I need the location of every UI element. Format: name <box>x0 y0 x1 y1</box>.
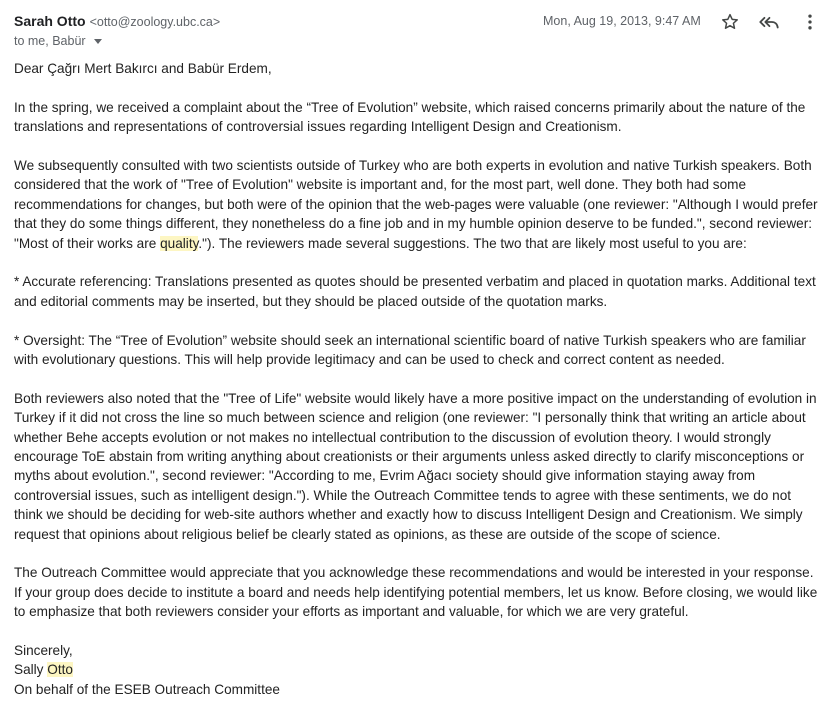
greeting: Dear Çağrı Mert Bakırcı and Babür Erdem, <box>14 61 272 76</box>
paragraph-oversight: * Oversight: The “Tree of Evolution” website should seek an international scientific board of native Turkish speakers who are familiar with evolutionary questions. This will help provide legitimacy and can be used to check and correct content as needed. <box>14 332 806 368</box>
signature <box>14 641 820 699</box>
paragraph-text: ."). The reviewers made several suggestions. The two that are likely most useful to you are: <box>198 235 747 251</box>
paragraph-complaint: In the spring, we received a complaint about the “Tree of Evolution” website, which raised concerns primarily about the nature of the translations and representations of controversial issues regarding Intelligent Design and Creationism. <box>14 99 806 135</box>
star-icon <box>720 12 740 32</box>
paragraph-closing: The Outreach Committee would appreciate that you acknowledge these recommendations and would be interested in your response. If your group does decide to institute a board and needs help identifying potential members, let us know. Before closing, we would like to emphasize that both reviewers consider your efforts as important and valuable, for which we are very grateful. <box>14 565 818 620</box>
star-button[interactable] <box>718 10 742 34</box>
highlighted-word: quality <box>160 235 199 251</box>
signature-org: On behalf of the ESEB Outreach Committee <box>14 681 280 697</box>
recipients-text: to me, Babür <box>14 34 86 48</box>
email-date: Mon, Aug 19, 2013, 9:47 AM <box>543 14 701 28</box>
email-body <box>14 59 820 699</box>
recipients-dropdown[interactable] <box>14 34 102 48</box>
paragraph-consultation <box>14 156 820 253</box>
paragraph-text: We subsequently consulted with two scientists outside of Turkey who are both experts in evolution and native Turkish speakers. Both considered that the work of "Tree of Evolution" website is important and, for the most part, well done. They both had some recommendations for changes, but both were of the opinion that the web-pages were valuable (one reviewer: "Although I would prefer that they do some things different, they nonetheless do a fine job and in my humble opinion deserve to be funded.", second reviewer: "Most of their works are <box>14 158 818 251</box>
paragraph-referencing: * Accurate referencing: Translations presented as quotes should be presented verbatim and placed in quotation marks. Additional text and editorial comments may be inserted, but they should be placed outside of the quotation marks. <box>14 274 816 309</box>
chevron-down-icon[interactable] <box>94 39 102 44</box>
sender-name[interactable]: Sarah Otto <box>14 13 86 29</box>
more-vert-icon <box>800 12 820 32</box>
signature-first: Sally <box>14 662 48 678</box>
highlighted-word: Otto <box>47 662 73 678</box>
reply-all-icon <box>758 11 780 33</box>
signature-name <box>14 660 820 679</box>
paragraph-reviewers: Both reviewers also noted that the "Tree of Life" website would likely have a more positive impact on the understanding of evolution in Turkey if it did not cross the line so much between science and religion (one reviewer: "I personally think that writing an article about whether Behe accepts evolution or not makes no intellectual contribution to the discussion of evolution theory. I would strongly encourage ToE abstain from writing anything about creationists or their arguments unless asked directly to clarify misconceptions or myths about evolution.", second reviewer: "According to me, Evrim Ağacı society should give information staying away from controversial issues, such as intelligent design."). While the Outreach Committee tends to agree with these sentiments, we do not think we should be deciding for web-site authors whether and exactly how to discuss Intelligent Design and Creationism. We simply request that opinions about religious belief be clearly stated as opinions, as these are outside of the scope of science. <box>14 390 817 542</box>
closing-text: Sincerely, <box>14 643 73 659</box>
more-options-button[interactable] <box>798 10 822 34</box>
sender-line <box>14 12 220 31</box>
sender-email: <otto@zoology.ubc.ca> <box>89 15 221 29</box>
email-header <box>0 0 825 56</box>
reply-all-button[interactable] <box>757 10 781 34</box>
